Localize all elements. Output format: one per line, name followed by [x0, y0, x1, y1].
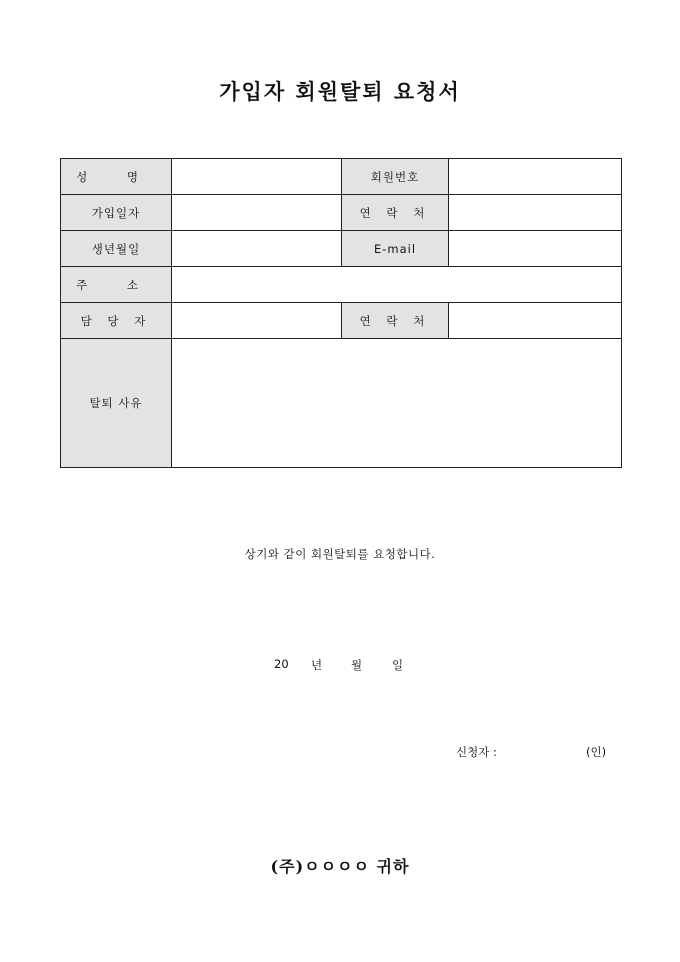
date-year-prefix: 20: [274, 657, 289, 671]
form-row-manager: [61, 303, 622, 339]
email-label: E-mail: [342, 231, 449, 267]
reason-label: 탈퇴 사유: [61, 339, 172, 468]
join-date-label: 가입일자: [61, 195, 172, 231]
name-field[interactable]: [172, 159, 342, 195]
manager-label: 담 당 자: [61, 303, 172, 339]
join-date-field[interactable]: [172, 195, 342, 231]
email-field[interactable]: [449, 231, 622, 267]
name-label: 성 명: [61, 159, 172, 195]
form-row-name: [61, 159, 622, 195]
form-row-birth-date: [61, 231, 622, 267]
contact-label: 연 락 처: [342, 195, 449, 231]
birth-date-field[interactable]: [172, 231, 342, 267]
address-label: 주 소: [61, 267, 172, 303]
form-row-reason: [61, 339, 622, 468]
form-row-address: [61, 267, 622, 303]
manager-field[interactable]: [172, 303, 342, 339]
date-year-label: 년: [311, 658, 323, 672]
date-month-label: 월: [351, 658, 363, 672]
member-no-label: 회원번호: [342, 159, 449, 195]
recipient-line: (주)ㅇㅇㅇㅇ 귀하: [270, 857, 410, 876]
manager-contact-field[interactable]: [449, 303, 622, 339]
document-title: 가입자 회원탈퇴 요청서: [219, 79, 461, 104]
withdrawal-form-table: [60, 158, 622, 468]
member-no-field[interactable]: [449, 159, 622, 195]
applicant-label: 신청자 :: [456, 745, 497, 759]
form-row-join-date: [61, 195, 622, 231]
contact-field[interactable]: [449, 195, 622, 231]
date-day-label: 일: [392, 658, 404, 672]
reason-field[interactable]: [172, 339, 622, 468]
request-statement: 상기와 같이 회원탈퇴를 요청합니다.: [244, 547, 436, 561]
seal-mark: (인): [586, 745, 607, 759]
address-field[interactable]: [172, 267, 622, 303]
manager-contact-label: 연 락 처: [342, 303, 449, 339]
birth-date-label: 생년월일: [61, 231, 172, 267]
